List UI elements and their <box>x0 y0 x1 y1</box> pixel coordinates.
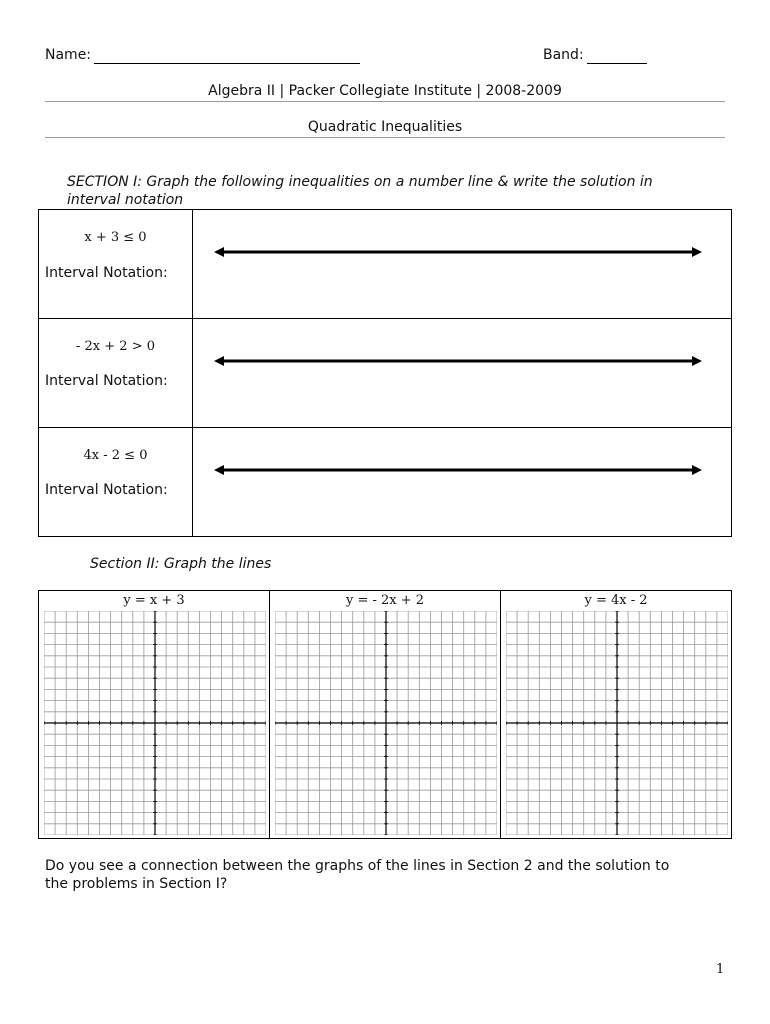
graph-equation-3: y = 4x - 2 <box>584 593 648 608</box>
graph-panel-1[interactable] <box>38 590 270 839</box>
section1-instructions-line1: SECTION I: Graph the following inequalities on a number line & write the solution in <box>67 174 653 190</box>
page-number: 1 <box>716 962 725 977</box>
question-line1: Do you see a connection between the graphs of the lines in Section 2 and the solution to <box>45 858 670 874</box>
coordinate-grid-2 <box>275 611 497 835</box>
inequality-1: x + 3 ≤ 0 <box>84 230 147 245</box>
inequality-2: - 2x + 2 > 0 <box>76 339 155 354</box>
name-blank-line[interactable] <box>94 63 360 64</box>
name-label: Name: <box>45 47 92 63</box>
number-line-cell-2[interactable] <box>192 318 732 428</box>
graph-equation-1: y = x + 3 <box>123 593 185 608</box>
divider-2 <box>45 137 725 138</box>
number-line-cell-1[interactable] <box>192 209 732 319</box>
number-line-3 <box>208 462 708 478</box>
band-blank-line[interactable] <box>587 63 647 64</box>
interval-notation-label-1: Interval Notation: <box>45 265 168 281</box>
interval-notation-label-3: Interval Notation: <box>45 482 168 498</box>
section2-title: Section II: Graph the lines <box>90 556 272 572</box>
coordinate-grid-1 <box>44 611 266 835</box>
number-line-cell-3[interactable] <box>192 427 732 537</box>
divider-1 <box>45 101 725 102</box>
coordinate-grid-3 <box>506 611 728 835</box>
interval-notation-label-2: Interval Notation: <box>45 373 168 389</box>
inequality-cell-1 <box>38 209 193 319</box>
number-line-1 <box>208 244 708 260</box>
graph-equation-2: y = - 2x + 2 <box>345 593 425 608</box>
graph-panel-2[interactable] <box>269 590 501 839</box>
question-line2: the problems in Section I? <box>45 876 228 892</box>
number-line-2 <box>208 353 708 369</box>
inequality-3: 4x - 2 ≤ 0 <box>83 448 148 463</box>
inequality-table <box>38 209 732 537</box>
band-label: Band: <box>543 47 584 63</box>
page-title: Quadratic Inequalities <box>307 119 463 135</box>
course-line: Algebra II | Packer Collegiate Institute | 2008-2009 <box>208 83 562 99</box>
section1-instructions-line2: interval notation <box>67 192 184 208</box>
graph-panel-3[interactable] <box>500 590 732 839</box>
